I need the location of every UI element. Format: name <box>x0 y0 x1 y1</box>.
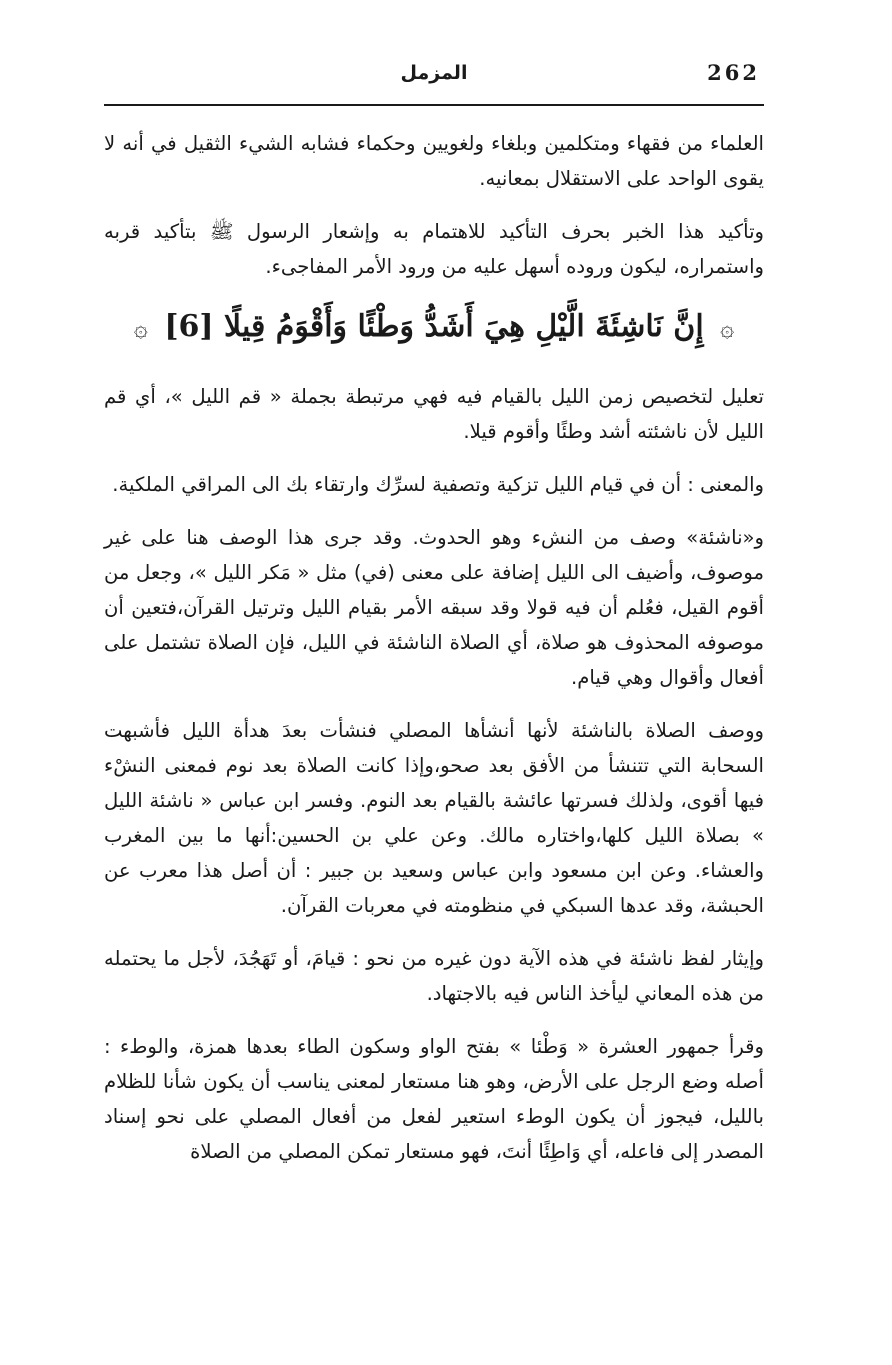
paragraph: وإيثار لفظ ناشئة في هذه الآية دون غيره من نحو : قيامَ، أو تَهَجُدَ، لأجل ما يحتمله من هذه المعاني ليأخذ الناس فيه بالاجتهاد. <box>104 947 764 1005</box>
verse-text: إِنَّ نَاشِئَةَ الَّيْلِ هِيَ أَشَدُّ وَطْئًا وَأَقْوَمُ قِيلًا <box>224 309 704 344</box>
paragraph: والمعنى : أن في قيام الليل تزكية وتصفية لسرِّك وارتقاء بك الى المراقي الملكية. <box>112 473 764 496</box>
paragraph: وقرأ جمهور العشرة « وَطْئا » بفتح الواو وسكون الطاء بعدها همزة، والوطء : أصله وضع الرجل على الأرض، وهو هنا مستعار لمعنى يناسب أن يكون شأنا للظلام بالليل، فيجوز أن يكون الوطء استعير لفعل من أفعال المصلي على نحو إسناد المصدر إلى فاعله، أي وَاطِئًا أنتَ، فهو مستعار تمكن المصلي من الصلاة <box>104 1035 764 1163</box>
body-text <box>104 126 764 1187</box>
verse-number: [6] <box>164 309 214 344</box>
paragraph: وتأكيد هذا الخبر بحرف التأكيد للاهتمام به وإشعار الرسول ﷺ بتأكيد قربه واستمراره، ليكون وروده أسهل عليه من ورود الأمر المفاجىء. <box>104 220 764 278</box>
verse-ornament-icon: ۞ <box>133 314 148 342</box>
quran-verse <box>104 302 764 353</box>
page-header <box>104 58 764 100</box>
paragraph: العلماء من فقهاء ومتكلمين وبلغاء ولغويين وحكماء فشابه الشيء الثقيل في أنه لا يقوى الواحد على الاستقلال بمعانيه. <box>104 132 764 190</box>
paragraph: تعليل لتخصيص زمن الليل بالقيام فيه فهي مرتبطة بجملة « قم الليل »، أي قم الليل لأن ناشئته أشد وطئًا وأقوم قيلا. <box>104 385 764 443</box>
header-rule <box>104 104 764 106</box>
paragraph: ووصف الصلاة بالناشئة لأنها أنشأها المصلي فنشأت بعدَ هدأة الليل فأشبهت السحابة التي تتنشأ من الأفق بعد صحو،وإذا كانت الصلاة بعد نوم فمعنى النشْء فيها أقوى، ولذلك فسرتها عائشة بالقيام بعد النوم. وفسر ابن عباس « ناشئة الليل » بصلاة الليل كلها،واختاره مالك. وعن علي بن الحسين:أنها ما بين المغرب والعشاء. وعن ابن مسعود وابن عباس وسعيد بن جبير : أن أصل هذا معرب عن الحبشة، وقد عدها السبكي في منظومته في معربات القرآن. <box>104 719 764 917</box>
verse-ornament-icon: ۞ <box>720 314 735 342</box>
page-number: 262 <box>707 60 760 85</box>
running-title: المزمل <box>400 62 468 84</box>
paragraph: و«ناشئة» وصف من النشء وهو الحدوث. وقد جرى هذا الوصف هنا على غير موصوف، وأضيف الى الليل إضافة على معنى (في) مثل « مَكر الليل »، وجعل من أقوم القيل، فعُلم أن فيه قولا وقد سبقه الأمر بقيام الليل وترتيل القرآن،فتعين أن موصوفه المحذوف هو صلاة، أي الصلاة الناشئة في الليل، فإن الصلاة تشتمل على أفعال وأقوال وهي قيام. <box>104 526 764 689</box>
